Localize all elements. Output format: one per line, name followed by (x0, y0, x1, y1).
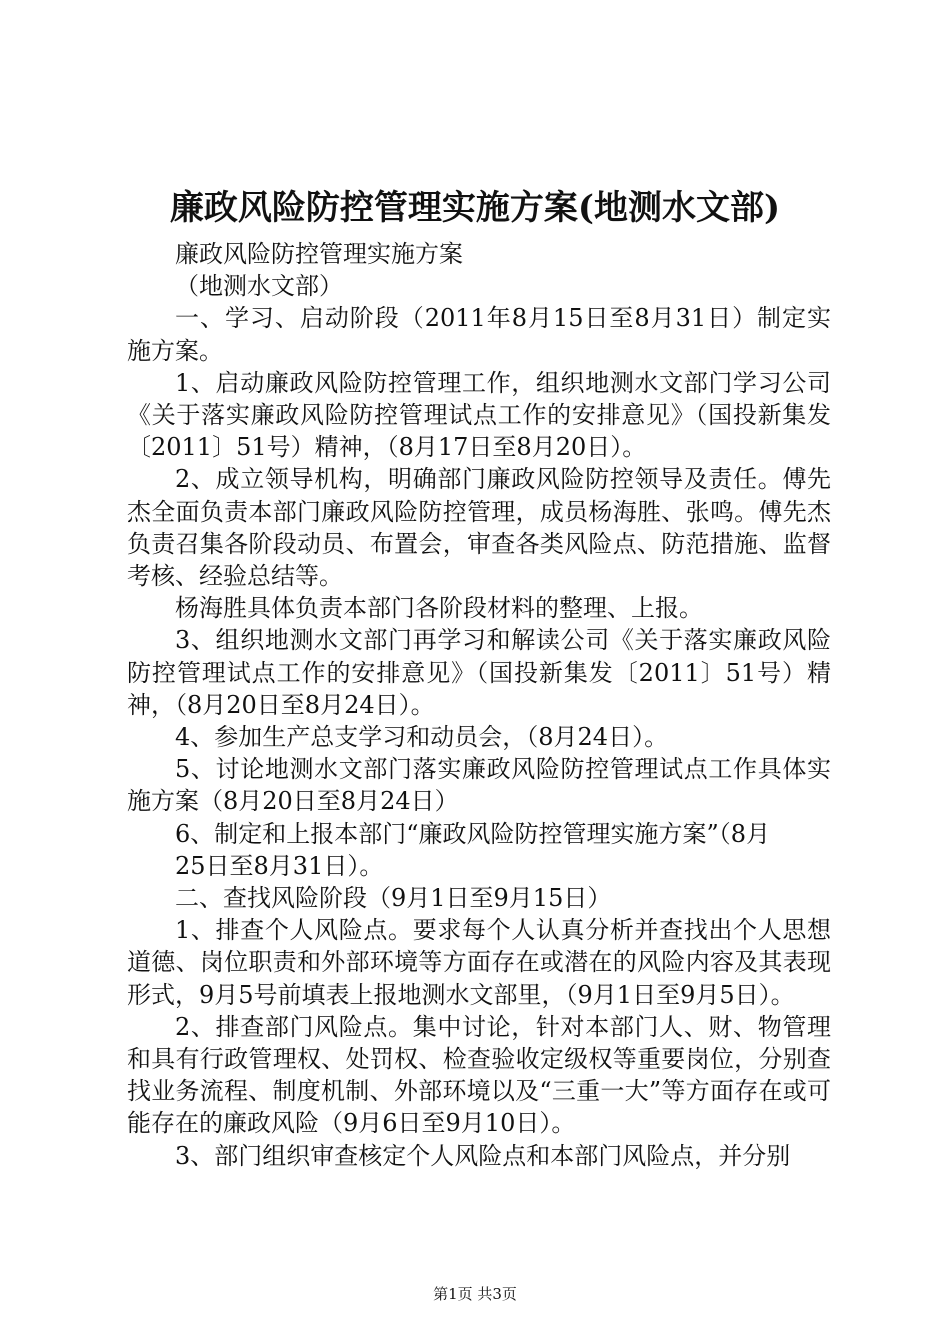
section-heading-2: 二、查找风险阶段（9月1日至9月15日） (175, 884, 612, 913)
paragraph: 2、排查部门风险点。集中讨论，针对本部门人、财、物管理和具有行政管理权、处罚权、检查验收定级权等重要岗位，分别查找业务流程、制度机制、外部环境以及“三重一大”等方面存在或可能存在的廉政风险（9月6日至9月10日）。 (127, 1012, 831, 1138)
page-number-footer: 第1页 共3页 (433, 1285, 517, 1303)
paragraph: 25日至8月31日）。 (175, 851, 384, 880)
document-title: 廉政风险防控管理实施方案(地测水文部) (169, 188, 781, 228)
subtitle-line: 廉政风险防控管理实施方案 (175, 240, 463, 268)
paragraph: 1、排查个人风险点。要求每个人认真分析并查找出个人思想道德、岗位职责和外部环境等方面存在或潜在的风险内容及其表现形式，9月5号前填表上报地测水文部里，（9月1日至9月5日）。 (127, 916, 831, 1009)
paragraph: 1、启动廉政风险防控管理工作，组织地测水文部门学习公司《关于落实廉政风险防控管理试点工作的安排意见》（国投新集发〔2011〕51号）精神，（8月17日至8月20日）。 (127, 368, 831, 462)
paragraph: 杨海胜具体负责本部门各阶段材料的整理、上报。 (175, 594, 703, 623)
document-body (127, 238, 831, 1172)
paragraph: 3、组织地测水文部门再学习和解读公司《关于落实廉政风险防控管理试点工作的安排意见》（国投新集发〔2011〕51号）精神，（8月20日至8月24日）。 (127, 626, 831, 719)
section-heading-1: 一、学习、启动阶段（2011年8月15日至8月31日）制定实施方案。 (127, 304, 831, 365)
paragraph: 2、成立领导机构，明确部门廉政风险防控领导及责任。傅先杰全面负责本部门廉政风险防控管理，成员杨海胜、张鸣。傅先杰负责召集各阶段动员、布置会，审查各类风险点、防范措施、监督考核、经验总结等。 (127, 465, 831, 591)
paragraph: 3、部门组织审查核定个人风险点和本部门风险点，并分别 (175, 1141, 791, 1170)
paragraph: 6、制定和上报本部门“廉政风险防控管理实施方案”（8月 (175, 819, 771, 848)
paragraph: 4、参加生产总支学习和动员会，（8月24日）。 (175, 723, 669, 752)
subtitle-department: （地测水文部） (175, 272, 343, 301)
paragraph: 5、讨论地测水文部门落实廉政风险防控管理试点工作具体实施方案（8月20日至8月24日） (127, 755, 831, 816)
